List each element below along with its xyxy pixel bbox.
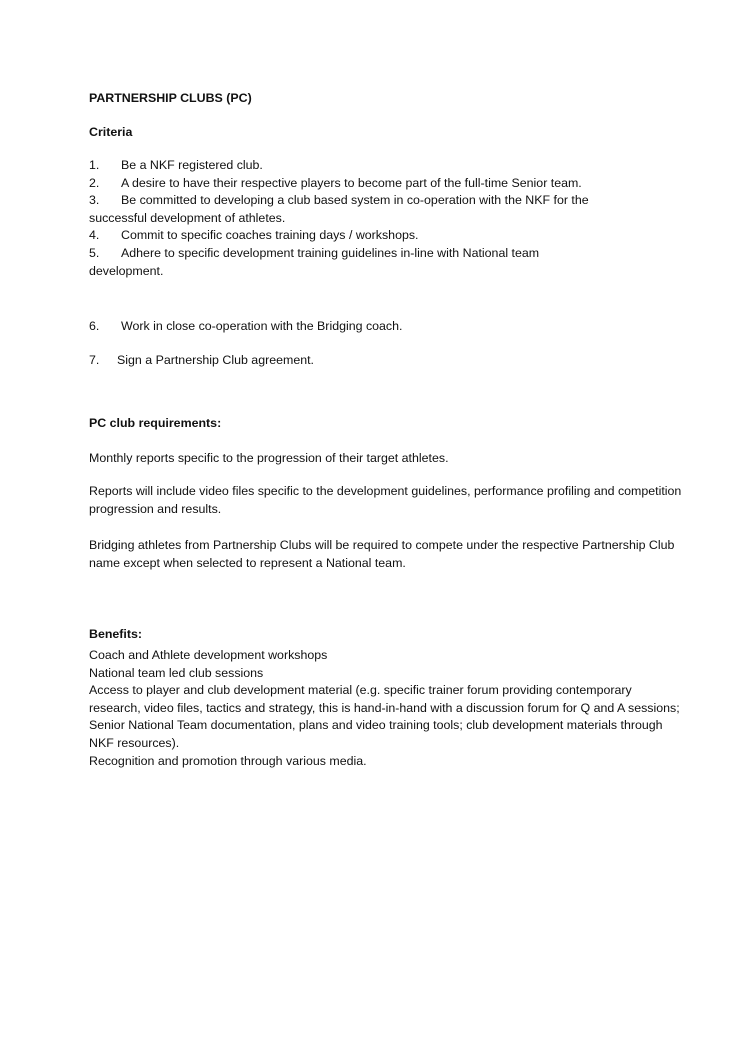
- benefits-heading: Benefits:: [89, 627, 143, 641]
- page-title: PARTNERSHIP CLUBS (PC): [89, 91, 252, 105]
- criteria-list: [89, 157, 682, 280]
- item-text: Be a NKF registered club.: [121, 158, 263, 172]
- item-text-continued: successful development of athletes.: [89, 210, 286, 225]
- item-number: 3.: [89, 193, 100, 208]
- criteria-item: [89, 192, 682, 227]
- criteria-item: [89, 227, 682, 245]
- item-text: Commit to specific coaches training days / workshops.: [121, 228, 419, 243]
- benefit-line: Recognition and promotion through various media.: [89, 753, 367, 768]
- benefit-line: National team led club sessions: [89, 665, 264, 680]
- item-text: Sign a Partnership Club agreement.: [117, 353, 314, 367]
- criteria-item: [89, 245, 682, 280]
- requirements-paragraph: Bridging athletes from Partnership Clubs will be required to compete under the respective Partnership Club name except when selected to represent a National team.: [89, 538, 675, 570]
- benefit-line: Coach and Athlete development workshops: [89, 648, 328, 662]
- benefit-line: Access to player and club development material (e.g. specific trainer forum providing contemporary research, video files, tactics and strategy, this is hand-in-hand with a discussion forum for Q and A sessions; Senior National Team documentation, plans and video training tools; club development materials through NKF resources).: [89, 683, 680, 750]
- criteria-item: [89, 175, 682, 193]
- item-text-continued: development.: [89, 263, 164, 278]
- benefits-list: [89, 647, 682, 770]
- criteria-item: [89, 352, 682, 370]
- criteria-item: [89, 157, 682, 175]
- item-number: 5.: [89, 245, 100, 260]
- criteria-item: [89, 318, 682, 336]
- item-text: Adhere to specific development training guidelines in-line with National team: [121, 245, 540, 260]
- requirements-paragraph: Monthly reports specific to the progression of their target athletes.: [89, 451, 449, 465]
- item-text: A desire to have their respective players to become part of the full-time Senior team.: [121, 175, 582, 190]
- item-text: Be committed to developing a club based system in co-operation with the NKF for the: [121, 193, 589, 208]
- item-number: 7.: [89, 353, 100, 367]
- requirements-heading: PC club requirements:: [89, 416, 222, 430]
- item-text: Work in close co-operation with the Bridging coach.: [121, 319, 403, 333]
- criteria-heading: Criteria: [89, 125, 133, 139]
- item-number: 4.: [89, 228, 100, 243]
- requirements-paragraph: Reports will include video files specific to the development guidelines, performance profiling and competition progression and results.: [89, 484, 682, 516]
- item-number: 2.: [89, 175, 100, 190]
- item-number: 1.: [89, 158, 100, 172]
- item-number: 6.: [89, 319, 100, 333]
